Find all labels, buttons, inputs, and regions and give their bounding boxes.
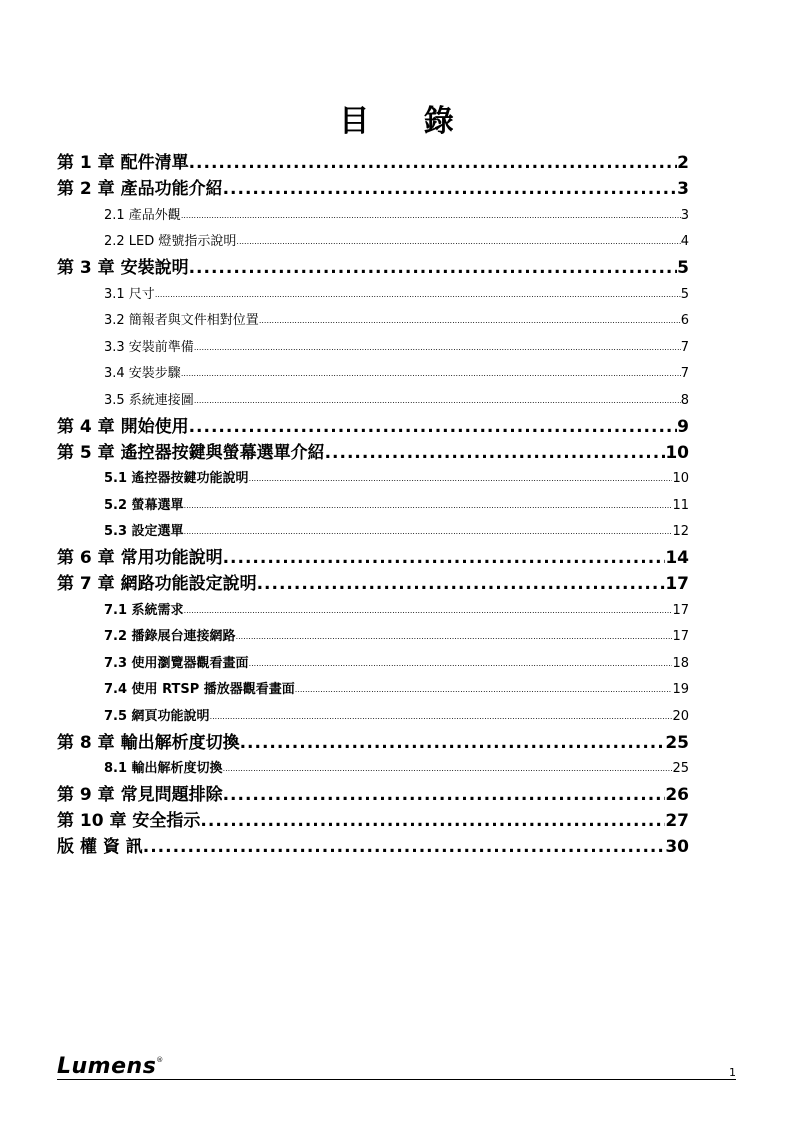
toc-section-entry[interactable] — [104, 361, 689, 388]
toc-chapter-entry[interactable] — [57, 440, 689, 466]
toc-entry-label: 3.4 安裝步驟 — [104, 366, 181, 381]
toc-section-entry[interactable] — [104, 466, 689, 493]
toc-entry-page: 12 — [672, 524, 689, 539]
toc-leader-dots — [240, 730, 666, 756]
toc-leader-dots — [194, 335, 681, 361]
toc-section-entry[interactable] — [104, 334, 689, 361]
toc-entry-label: 第 1 章 配件清單 — [57, 153, 189, 173]
toc-entry-label: 7.3 使用瀏覽器觀看畫面 — [104, 655, 249, 671]
table-of-contents — [57, 150, 689, 860]
toc-entry-page: 4 — [680, 234, 689, 249]
toc-entry-page: 10 — [665, 442, 689, 463]
toc-section-entry[interactable] — [104, 519, 689, 546]
toc-chapter-entry[interactable] — [57, 176, 689, 202]
toc-leader-dots — [325, 440, 666, 466]
toc-entry-page: 6 — [680, 313, 689, 328]
toc-entry-page: 2 — [677, 153, 689, 173]
toc-leader-dots — [184, 493, 673, 519]
toc-entry-page: 7 — [680, 366, 689, 381]
toc-leader-dots — [184, 519, 673, 545]
toc-chapter-entry[interactable] — [57, 730, 689, 756]
toc-section-entry[interactable] — [104, 756, 689, 783]
toc-entry-page: 5 — [677, 258, 689, 278]
registered-mark: ® — [156, 1056, 164, 1064]
toc-leader-dots — [194, 388, 681, 414]
toc-leader-dots — [143, 834, 666, 860]
toc-entry-page: 25 — [672, 761, 689, 776]
toc-leader-dots — [210, 704, 673, 730]
toc-entry-label: 7.1 系統需求 — [104, 602, 184, 618]
toc-entry-label: 第 3 章 安裝說明 — [57, 258, 189, 278]
toc-entry-label: 5.2 螢幕選單 — [104, 497, 184, 513]
toc-section-entry[interactable] — [104, 703, 689, 730]
toc-leader-dots — [223, 176, 678, 202]
page-title: 目 錄 — [339, 104, 476, 139]
toc-entry-page: 30 — [665, 837, 689, 857]
toc-entry-page: 17 — [672, 602, 689, 618]
brand-logo — [57, 1054, 164, 1079]
toc-entry-label: 第 6 章 常用功能說明 — [57, 548, 223, 568]
toc-entry-label: 3.5 系統連接圖 — [104, 392, 194, 408]
toc-leader-dots — [295, 677, 673, 703]
brand-name: Lumens — [57, 1054, 157, 1079]
toc-section-entry[interactable] — [104, 308, 689, 335]
toc-chapter-entry[interactable] — [57, 255, 689, 281]
toc-section-entry[interactable] — [104, 229, 689, 256]
toc-leader-dots — [249, 466, 673, 492]
toc-entry-page: 18 — [672, 655, 689, 671]
toc-entry-label: 第 7 章 網路功能設定說明 — [57, 574, 257, 594]
toc-section-entry[interactable] — [104, 650, 689, 677]
page-footer — [57, 1050, 736, 1080]
toc-leader-dots — [223, 782, 666, 808]
toc-entry-page: 26 — [665, 785, 689, 805]
page-number: 1 — [729, 1066, 736, 1079]
toc-section-entry[interactable] — [104, 492, 689, 519]
toc-entry-label: 第 8 章 輸出解析度切換 — [57, 732, 240, 753]
toc-leader-dots — [200, 808, 665, 834]
toc-leader-dots — [155, 282, 681, 308]
toc-leader-dots — [181, 361, 681, 387]
toc-chapter-entry[interactable] — [57, 782, 689, 808]
toc-leader-dots — [257, 571, 666, 597]
toc-entry-label: 第 10 章 安全指示 — [57, 811, 201, 831]
toc-chapter-entry[interactable] — [57, 545, 689, 571]
toc-leader-dots — [236, 229, 680, 255]
toc-section-entry[interactable] — [104, 597, 689, 624]
toc-leader-dots — [189, 414, 678, 440]
footer-divider — [57, 1079, 736, 1080]
toc-entry-page: 27 — [665, 811, 689, 831]
toc-entry-label: 版 權 資 訊 — [57, 837, 143, 857]
toc-entry-label: 3.2 簡報者與文件相對位置 — [104, 313, 259, 328]
toc-leader-dots — [249, 651, 673, 677]
toc-entry-page: 3 — [677, 179, 689, 199]
toc-entry-page: 20 — [672, 708, 689, 724]
toc-entry-label: 第 4 章 開始使用 — [57, 416, 189, 437]
toc-leader-dots — [223, 756, 673, 782]
toc-entry-label: 3.3 安裝前準備 — [104, 339, 194, 355]
toc-entry-page: 25 — [665, 732, 689, 753]
toc-entry-page: 19 — [672, 682, 689, 697]
toc-entry-page: 17 — [672, 629, 689, 644]
toc-entry-label: 2.2 LED 燈號指示說明 — [104, 234, 237, 249]
toc-chapter-entry[interactable] — [57, 834, 689, 860]
toc-entry-label: 第 2 章 產品功能介紹 — [57, 179, 223, 199]
toc-entry-label: 2.1 產品外觀 — [104, 207, 181, 223]
toc-entry-label: 3.1 尺寸 — [104, 286, 155, 302]
toc-entry-label: 第 9 章 常見問題排除 — [57, 785, 223, 805]
toc-entry-page: 3 — [680, 207, 689, 223]
toc-entry-page: 5 — [680, 286, 689, 302]
toc-entry-page: 14 — [665, 548, 689, 568]
toc-entry-page: 9 — [677, 416, 689, 437]
toc-entry-page: 7 — [680, 339, 689, 355]
toc-entry-label: 7.2 播錄展台連接網路 — [104, 629, 236, 644]
toc-chapter-entry[interactable] — [57, 808, 689, 834]
toc-leader-dots — [259, 308, 681, 334]
toc-entry-page: 8 — [680, 392, 689, 408]
toc-chapter-entry[interactable] — [57, 414, 689, 440]
toc-entry-label: 第 5 章 遙控器按鍵與螢幕選單介紹 — [57, 442, 325, 463]
toc-entry-label: 8.1 輸出解析度切換 — [104, 761, 223, 776]
toc-leader-dots — [223, 545, 666, 571]
toc-section-entry[interactable] — [104, 281, 689, 308]
toc-section-entry[interactable] — [104, 624, 689, 651]
toc-section-entry[interactable] — [104, 202, 689, 229]
toc-leader-dots — [189, 255, 678, 281]
toc-entry-page: 10 — [672, 471, 689, 486]
toc-leader-dots — [236, 624, 673, 650]
toc-entry-label: 5.3 設定選單 — [104, 524, 184, 539]
toc-entry-page: 17 — [665, 574, 689, 594]
toc-section-entry[interactable] — [104, 677, 689, 704]
toc-chapter-entry[interactable] — [57, 150, 689, 176]
toc-entry-page: 11 — [672, 497, 689, 513]
toc-leader-dots — [184, 598, 673, 624]
toc-entry-label: 5.1 遙控器按鍵功能說明 — [104, 471, 249, 486]
toc-leader-dots — [189, 150, 678, 176]
toc-section-entry[interactable] — [104, 387, 689, 414]
toc-entry-label: 7.5 網頁功能說明 — [104, 708, 210, 724]
toc-entry-label: 7.4 使用 RTSP 播放器觀看畫面 — [104, 682, 295, 697]
toc-chapter-entry[interactable] — [57, 571, 689, 597]
toc-leader-dots — [181, 203, 681, 229]
